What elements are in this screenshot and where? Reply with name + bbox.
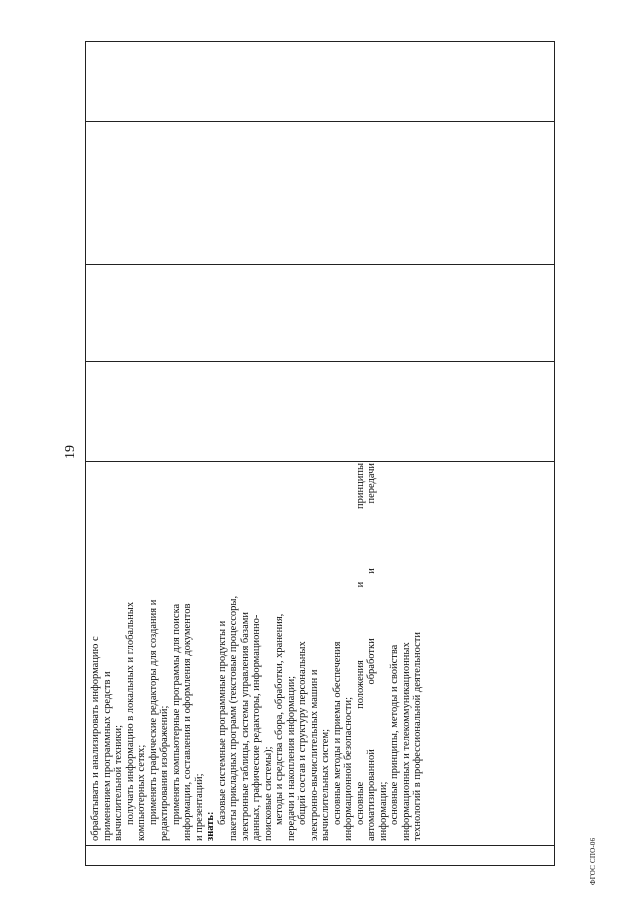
text-line: общий состав и структуру персональных xyxy=(297,641,308,825)
text-line: применять графические редакторы для создания и xyxy=(147,599,159,825)
text-line: основные положения и принципы xyxy=(354,463,366,825)
text-line: информационной безопасности; xyxy=(343,696,354,841)
table-cell-column-5 xyxy=(86,121,554,264)
text-line: электронно-вычислительных машин и xyxy=(308,669,320,841)
text-line: пакеты прикладных программ (текстовые процессоры, xyxy=(228,595,239,841)
text-line: данных, графические редакторы, информационно- xyxy=(251,614,262,841)
table-cell-column-4 xyxy=(86,264,554,361)
table-cell-column-6 xyxy=(86,40,554,121)
table-left-strip xyxy=(86,845,554,865)
text-line: передачи и накопления информации; xyxy=(285,675,297,841)
skills-knowledge-text xyxy=(90,463,424,841)
page-number: 19 xyxy=(63,445,78,459)
competency-table xyxy=(85,41,555,866)
text-line: получать информацию в локальных и глобальных xyxy=(124,601,136,825)
text-line: основные методы и приемы обеспечения xyxy=(331,641,343,825)
text-line: информации, составления и оформления документов xyxy=(182,603,193,841)
text-line: обрабатывать и анализировать информацию с xyxy=(90,636,101,841)
text-line: технологий в профессиональной деятельности xyxy=(412,632,423,841)
text-line: редактирования изображений; xyxy=(159,705,170,841)
table-cell-column-3 xyxy=(86,361,554,461)
text-line: информации; xyxy=(377,781,389,841)
text-line: автоматизированной обработки и передачи xyxy=(366,463,377,841)
text-line: и презентаций; xyxy=(193,773,205,841)
text-line: базовые системные программные продукты и xyxy=(216,620,228,825)
text-line: вычислительной техники; xyxy=(113,724,124,841)
text-line: вычислительных систем; xyxy=(320,728,331,841)
text-line: применением программных средств и xyxy=(101,671,113,841)
text-line: поисковые системы); xyxy=(262,746,274,841)
knowledge-heading: знать: xyxy=(205,811,216,841)
text-line: электронные таблицы, системы управления базами xyxy=(239,612,251,841)
text-line: компьютерных сетях; xyxy=(136,744,147,841)
text-line: основные принципы, методы и свойства xyxy=(389,644,400,825)
text-line: применять компьютерные программы для поиска xyxy=(170,603,182,825)
footer-code: ФГОС СПО-06 xyxy=(589,837,597,885)
text-line: информационных и телекоммуникационных xyxy=(400,642,412,841)
text-line: методы и средства сбора, обработки, хранения, xyxy=(274,613,285,825)
